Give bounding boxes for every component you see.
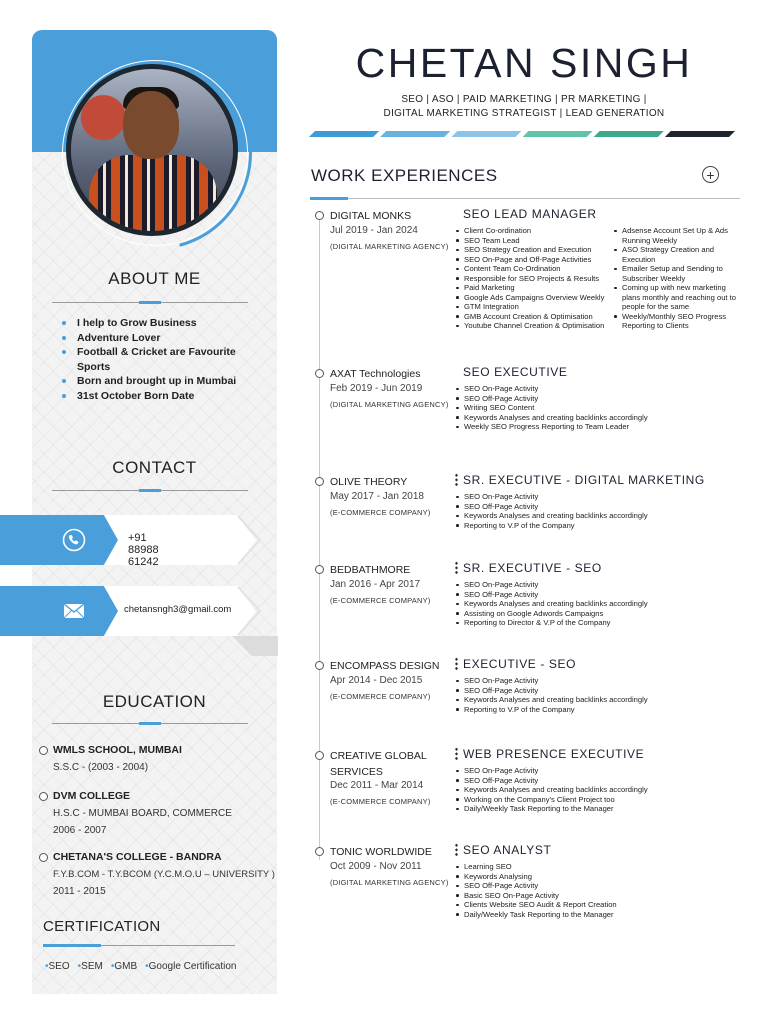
duty-item: Learning SEO <box>455 862 695 872</box>
timeline-dot <box>315 211 324 220</box>
certification-item: • Google Certification <box>145 961 236 972</box>
duty-item: SEO On-Page Activity <box>455 766 695 776</box>
role-marker <box>455 747 458 761</box>
duty-item: Emailer Setup and Sending to Subscriber Weekly <box>613 264 739 283</box>
about-item: Born and brought up in Mumbai <box>62 374 262 389</box>
job-period: Feb 2019 - Jun 2019 <box>330 383 423 394</box>
email-address[interactable]: chetansngh3@gmail.com <box>124 604 232 615</box>
tagline-line-1: SEO | ASO | PAID MARKETING | PR MARKETING | <box>401 94 647 105</box>
job-period: Jul 2019 - Jan 2024 <box>330 225 418 236</box>
page-title: CHETAN SINGH <box>355 40 693 86</box>
contact-divider-accent <box>139 489 161 492</box>
certification-divider-accent <box>43 944 101 947</box>
work-experience-divider <box>310 198 740 199</box>
duty-item: Keywords Analyses and creating backlinks accordingly <box>455 511 695 521</box>
work-experience-divider-accent <box>310 197 348 200</box>
about-item: Football & Cricket are Favourite Sports <box>62 345 262 374</box>
job-duties <box>455 226 610 331</box>
job-duties <box>455 862 695 919</box>
job-period: May 2017 - Jan 2018 <box>330 491 424 502</box>
company-name: ENCOMPASS DESIGN <box>330 660 440 672</box>
company-name: CREATIVE GLOBAL SERVICES <box>330 750 427 778</box>
role-marker <box>455 657 458 671</box>
work-experience-title: WORK EXPERIENCES <box>311 166 498 185</box>
school-years: 2011 - 2015 <box>53 886 106 897</box>
about-divider-accent <box>139 301 161 304</box>
phone-tab <box>0 515 118 565</box>
timeline-dot <box>39 792 48 801</box>
duty-item: SEO Off-Page Activity <box>455 502 695 512</box>
color-bar-segment <box>451 131 521 137</box>
certification-item: • GMB <box>111 961 137 972</box>
email-tab <box>0 586 118 636</box>
job-role: WEB PRESENCE EXECUTIVE <box>463 747 645 761</box>
avatar-face <box>123 91 179 159</box>
company-type: (DIGITAL MARKETING AGENCY) <box>330 242 449 251</box>
duty-item: Keywords Analyses and creating backlinks accordingly <box>455 785 695 795</box>
education-title: EDUCATION <box>102 692 207 711</box>
duty-item: Basic SEO On-Page Activity <box>455 891 695 901</box>
duty-item: Keywords Analyses and creating backlinks accordingly <box>455 599 695 609</box>
job-role: SEO ANALYST <box>463 843 552 857</box>
duty-item: Paid Marketing <box>455 283 610 293</box>
timeline-dot <box>315 661 324 670</box>
duty-item: SEO On-Page Activity <box>455 384 695 394</box>
duty-item: Adsense Account Set Up & Ads Running Weekly <box>613 226 739 245</box>
duty-item: Responsible for SEO Projects & Results <box>455 274 610 284</box>
company-type: (E-COMMERCE COMPANY) <box>330 508 431 517</box>
about-item: Adventure Lover <box>62 331 262 346</box>
company-type: (E-COMMERCE COMPANY) <box>330 692 431 701</box>
timeline-dot <box>315 847 324 856</box>
duty-item: GMB Account Creation & Optimisation <box>455 312 610 322</box>
timeline-dot <box>315 369 324 378</box>
job-duties <box>455 766 695 814</box>
school-name: CHETANA'S COLLEGE - BANDRA <box>53 851 222 863</box>
duty-item: Daily/Weekly Task Reporting to the Manager <box>455 804 695 814</box>
timeline-dot <box>315 751 324 760</box>
duty-item: SEO Off-Page Activity <box>455 881 695 891</box>
duty-item: GTM Integration <box>455 302 610 312</box>
duty-item: SEO On-Page Activity <box>455 676 695 686</box>
duty-item: Reporting to V.P of the Company <box>455 521 695 531</box>
sidebar-ribbon-fold <box>232 636 278 656</box>
duty-item: Assisting on Google Adwords Campaigns <box>455 609 695 619</box>
job-period: Jan 2016 - Apr 2017 <box>330 579 421 590</box>
job-period: Oct 2009 - Nov 2011 <box>330 861 422 872</box>
timeline-dot <box>315 565 324 574</box>
duty-item: Weekly SEO Progress Reporting to Team Leader <box>455 422 695 432</box>
duty-item: Keywords Analyses and creating backlinks accordingly <box>455 695 695 705</box>
duty-item: Google Ads Campaigns Overview Weekly <box>455 293 610 303</box>
school-years: 2006 - 2007 <box>53 825 107 836</box>
plus-circle-icon[interactable]: + <box>702 166 719 183</box>
duty-item: SEO Team Lead <box>455 236 610 246</box>
job-role: SR. EXECUTIVE - SEO <box>463 561 602 575</box>
duty-item: SEO On-Page Activity <box>455 492 695 502</box>
duty-item: Writing SEO Content <box>455 403 695 413</box>
company-type: (DIGITAL MARKETING AGENCY) <box>330 400 449 409</box>
duty-item: Reporting to V.P of the Company <box>455 705 695 715</box>
certification-title: CERTIFICATION <box>43 918 161 935</box>
job-duties <box>455 384 695 432</box>
duty-item: SEO Strategy Creation and Execution <box>455 245 610 255</box>
color-bar-segment <box>380 131 450 137</box>
avatar <box>66 64 238 236</box>
education-divider-accent <box>139 722 161 725</box>
duty-item: Coming up with new marketing plans monthly and reaching out to people for the same <box>613 283 739 312</box>
job-role: EXECUTIVE - SEO <box>463 657 577 671</box>
job-period: Dec 2011 - Mar 2014 <box>330 780 424 791</box>
duty-item: SEO Off-Page Activity <box>455 776 695 786</box>
company-type: (DIGITAL MARKETING AGENCY) <box>330 878 449 887</box>
about-item: I help to Grow Business <box>62 316 262 331</box>
job-role: SR. EXECUTIVE - DIGITAL MARKETING <box>463 473 705 487</box>
color-bar-segment <box>665 131 735 137</box>
about-item: 31st October Born Date <box>62 389 262 404</box>
job-duties <box>455 492 695 530</box>
duty-item: SEO Off-Page Activity <box>455 590 695 600</box>
company-name: BEDBATHMORE <box>330 564 411 576</box>
job-role: SEO LEAD MANAGER <box>463 207 597 221</box>
company-name: DIGITAL MONKS <box>330 210 412 222</box>
timeline-dot <box>39 853 48 862</box>
email-chevron <box>236 586 262 636</box>
color-bar-segment <box>594 131 664 137</box>
duty-item: Keywords Analysing <box>455 872 695 882</box>
tagline-line-2: DIGITAL MARKETING STRATEGIST | LEAD GENERATION <box>383 108 665 119</box>
about-list <box>62 316 262 403</box>
job-period: Apr 2014 - Dec 2015 <box>330 675 423 686</box>
avatar-shirt <box>89 155 217 236</box>
about-title: ABOUT ME <box>108 269 201 288</box>
color-bar-segment <box>309 131 379 137</box>
duty-item: Working on the Company's Client Project too <box>455 795 695 805</box>
certification-list <box>45 961 236 972</box>
job-duties-secondary <box>613 226 739 331</box>
company-type: (E-COMMERCE COMPANY) <box>330 596 431 605</box>
job-role: SEO EXECUTIVE <box>463 365 568 379</box>
phone-number[interactable]: +91 88988 61242 <box>128 532 159 568</box>
job-duties <box>455 676 695 714</box>
role-marker <box>455 561 458 575</box>
company-name: OLIVE THEORY <box>330 476 408 488</box>
duty-item: Youtube Channel Creation & Optimisation <box>455 321 610 331</box>
role-marker <box>455 843 458 857</box>
duty-item: Weekly/Monthly SEO Progress Reporting to Clients <box>613 312 739 331</box>
duty-item: SEO Off-Page Activity <box>455 686 695 696</box>
phone-box <box>96 515 256 565</box>
color-bar-segment <box>523 131 593 137</box>
duty-item: Content Team Co-Ordination <box>455 264 610 274</box>
school-detail: F.Y.B.COM - T.Y.BCOM (Y.C.M.O.U – UNIVERSITY ) <box>53 869 275 880</box>
duty-item: Clients Website SEO Audit & Report Creation <box>455 900 695 910</box>
mail-icon <box>62 599 86 623</box>
role-marker <box>455 473 458 487</box>
phone-chevron <box>236 515 262 565</box>
duty-item: SEO On-Page Activity <box>455 580 695 590</box>
duty-item: Reporting to Director & V.P of the Company <box>455 618 695 628</box>
timeline-dot <box>315 477 324 486</box>
timeline-dot <box>39 746 48 755</box>
contact-title: CONTACT <box>112 458 197 477</box>
school-name: WMLS SCHOOL, MUMBAI <box>53 744 182 756</box>
company-type: (E-COMMERCE COMPANY) <box>330 797 431 806</box>
duty-item: SEO Off-Page Activity <box>455 394 695 404</box>
company-name: TONIC WORLDWIDE <box>330 846 432 858</box>
phone-icon <box>62 528 86 552</box>
school-detail: H.S.C - MUMBAI BOARD, COMMERCE <box>53 808 232 819</box>
duty-item: Daily/Weekly Task Reporting to the Manager <box>455 910 695 920</box>
job-duties <box>455 580 695 628</box>
work-timeline-line <box>319 220 320 860</box>
school-name: DVM COLLEGE <box>53 790 131 802</box>
duty-item: ASO Strategy Creation and Execution <box>613 245 739 264</box>
certification-item: • SEO <box>45 961 70 972</box>
duty-item: Client Co-ordination <box>455 226 610 236</box>
duty-item: SEO On-Page and Off-Page Activities <box>455 255 610 265</box>
school-detail: S.S.C - (2003 - 2004) <box>53 762 149 773</box>
company-name: AXAT Technologies <box>330 368 421 380</box>
duty-item: Keywords Analyses and creating backlinks accordingly <box>455 413 695 423</box>
certification-item: • SEM <box>78 961 103 972</box>
